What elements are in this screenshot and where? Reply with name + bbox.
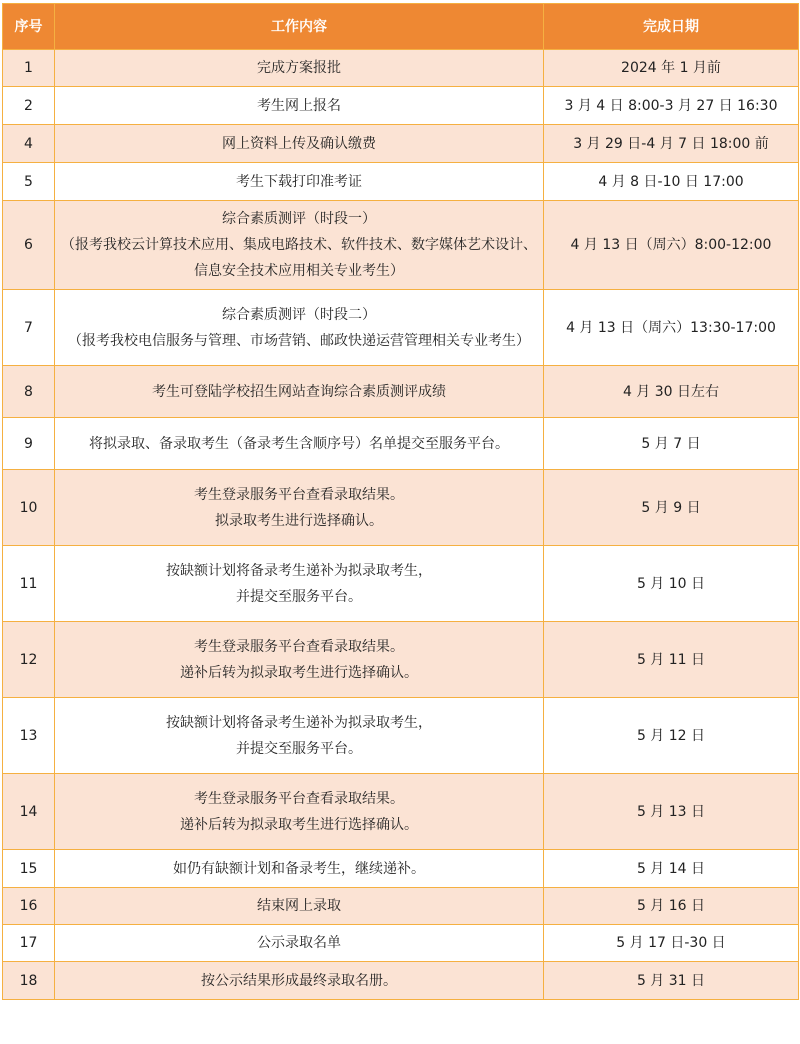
row-content [55, 366, 544, 418]
row-content-line: 如仍有缺额计划和备录考生，继续递补。 [173, 860, 425, 877]
row-date: 4 月 13 日（周六）13:30-17:00 [544, 290, 799, 366]
row-content-line: 公示录取名单 [257, 935, 341, 951]
table-row [3, 163, 799, 201]
table-row [3, 366, 799, 418]
table-row [3, 470, 799, 546]
row-content-line: 完成方案报批 [257, 60, 341, 76]
row-content [55, 290, 544, 366]
row-seq: 10 [3, 470, 55, 546]
table-body [3, 50, 799, 1000]
row-seq: 11 [3, 546, 55, 622]
table-row [3, 925, 799, 962]
row-content-line: 考生可登陆学校招生网站查询综合素质测评成绩 [152, 383, 446, 400]
row-seq: 18 [3, 962, 55, 1000]
row-content [55, 201, 544, 290]
row-date: 5 月 16 日 [544, 888, 799, 925]
row-content-line: 按公示结果形成最终录取名册。 [201, 972, 397, 989]
row-content-line: 按缺额计划将备录考生递补为拟录取考生， [166, 714, 432, 731]
row-content [55, 622, 544, 698]
row-content [55, 125, 544, 163]
row-content-line: 按缺额计划将备录考生递补为拟录取考生， [166, 562, 432, 579]
row-content [55, 546, 544, 622]
row-content-line: 网上资料上传及确认缴费 [222, 135, 376, 152]
row-content-line: 考生网上报名 [257, 97, 341, 114]
row-seq: 9 [3, 418, 55, 470]
row-content [55, 962, 544, 1000]
row-date: 5 月 12 日 [544, 698, 799, 774]
row-content [55, 850, 544, 888]
header-seq: 序号 [3, 4, 55, 50]
row-date: 5 月 14 日 [544, 850, 799, 888]
row-content-line: 将拟录取、备录取考生（备录考生含顺序号）名单提交至服务平台。 [89, 435, 509, 452]
row-seq: 12 [3, 622, 55, 698]
table-row [3, 201, 799, 290]
row-seq: 17 [3, 925, 55, 962]
row-date: 4 月 30 日左右 [544, 366, 799, 418]
header-date: 完成日期 [544, 4, 799, 50]
row-seq: 1 [3, 50, 55, 87]
row-seq: 16 [3, 888, 55, 925]
table-row [3, 698, 799, 774]
row-content-line: 递补后转为拟录取考生进行选择确认。 [180, 816, 418, 833]
row-content-line: （报考我校云计算技术应用、集成电路技术、软件技术、数字媒体艺术设计、 [61, 237, 537, 253]
table-row [3, 125, 799, 163]
row-date: 5 月 13 日 [544, 774, 799, 850]
row-date: 5 月 31 日 [544, 962, 799, 1000]
row-content-line: 并提交至服务平台。 [236, 588, 362, 605]
row-content-line: 递补后转为拟录取考生进行选择确认。 [180, 664, 418, 681]
table-row [3, 888, 799, 925]
row-seq: 8 [3, 366, 55, 418]
row-date: 3 月 4 日 8:00-3 月 27 日 16:30 [544, 87, 799, 125]
row-content-line: 拟录取考生进行选择确认。 [215, 512, 383, 529]
row-content-line: 综合素质测评（时段一） [222, 211, 376, 227]
table-header-row [3, 4, 799, 50]
row-content [55, 470, 544, 546]
schedule-table [2, 3, 799, 1000]
table-row [3, 774, 799, 850]
row-date: 5 月 10 日 [544, 546, 799, 622]
row-content [55, 418, 544, 470]
row-content-line: 考生登录服务平台查看录取结果。 [194, 638, 404, 655]
row-content-line: 考生登录服务平台查看录取结果。 [194, 790, 404, 807]
table-row [3, 290, 799, 366]
row-seq: 15 [3, 850, 55, 888]
row-date: 3 月 29 日-4 月 7 日 18:00 前 [544, 125, 799, 163]
table-row [3, 962, 799, 1000]
table-row [3, 850, 799, 888]
row-content-line: 考生下载打印准考证 [236, 173, 362, 190]
row-content-line: （报考我校电信服务与管理、市场营销、邮政快递运营管理相关专业考生） [68, 332, 530, 349]
row-date: 4 月 13 日（周六）8:00-12:00 [544, 201, 799, 290]
row-content [55, 50, 544, 87]
row-seq: 4 [3, 125, 55, 163]
row-date: 4 月 8 日-10 日 17:00 [544, 163, 799, 201]
row-content-line: 并提交至服务平台。 [236, 740, 362, 757]
row-content [55, 774, 544, 850]
row-date: 5 月 7 日 [544, 418, 799, 470]
row-content-line: 考生登录服务平台查看录取结果。 [194, 486, 404, 503]
row-content [55, 163, 544, 201]
row-seq: 13 [3, 698, 55, 774]
row-date: 5 月 9 日 [544, 470, 799, 546]
row-seq: 7 [3, 290, 55, 366]
header-content: 工作内容 [55, 4, 544, 50]
row-seq: 14 [3, 774, 55, 850]
row-seq: 2 [3, 87, 55, 125]
row-content [55, 698, 544, 774]
row-content-line: 综合素质测评（时段二） [222, 306, 376, 323]
row-content [55, 87, 544, 125]
table-row [3, 546, 799, 622]
table-row [3, 622, 799, 698]
row-date: 2024 年 1 月前 [544, 50, 799, 87]
row-date: 5 月 11 日 [544, 622, 799, 698]
table-row [3, 50, 799, 87]
table-row [3, 418, 799, 470]
row-content-line: 信息安全技术应用相关专业考生） [194, 263, 404, 279]
row-seq: 5 [3, 163, 55, 201]
table-row [3, 87, 799, 125]
row-content-line: 结束网上录取 [257, 898, 341, 914]
row-content [55, 925, 544, 962]
row-seq: 6 [3, 201, 55, 290]
row-date: 5 月 17 日-30 日 [544, 925, 799, 962]
row-content [55, 888, 544, 925]
